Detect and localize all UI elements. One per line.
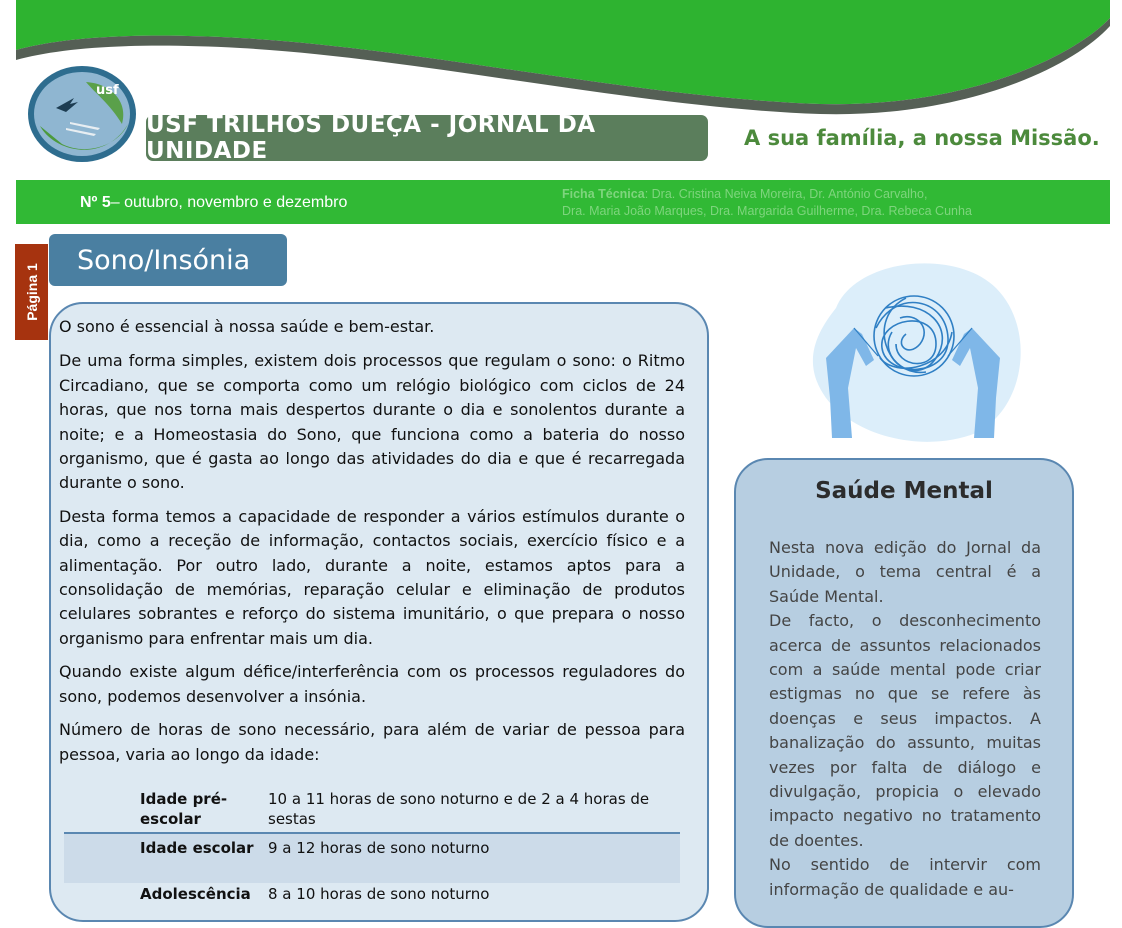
slogan: A sua família, a nossa Missão.: [744, 126, 1100, 150]
article-paragraph: Desta forma temos a capacidade de responder a vários estímulos durante o dia, como a receção de informação, contactos sociais, exercício físico e a alimentação. Por outro lado, durante a noite, estamos aptos para a consolidação de memórias, reparação celular e eliminação de produtos celulares sobrantes e reforço do sistema imunitário, o que prepara o nosso organismo para enfrentar mais um dia.: [59, 506, 685, 648]
header-wave: [0, 0, 1122, 120]
age-cell: Adolescência: [140, 885, 251, 903]
age-cell: Idade pré-escolar: [140, 790, 228, 828]
newsletter-title: USF TRILHOS DUEÇA - JORNAL DA UNIDADE: [146, 115, 708, 161]
usf-logo: [26, 64, 138, 164]
issue-period: – outubro, novembro e dezembro: [110, 194, 348, 211]
sidebar-paragraph: No sentido de intervir com informação de qualidade e au-: [769, 855, 1041, 899]
page-number-tab: [15, 244, 48, 340]
ficha-line-1: : Dra. Cristina Neiva Moreira, Dr. António Carvalho,: [644, 187, 928, 201]
article-paragraph: Número de horas de sono necessário, para além de variar de pessoa para pessoa, varia ao longo da idade:: [59, 720, 685, 764]
issue-number: Nº 5: [80, 194, 111, 211]
hours-cell: 8 a 10 horas de sono noturno: [268, 885, 490, 903]
hours-cell: 10 a 11 horas de sono noturno e de 2 a 4 horas de sestas: [268, 790, 650, 828]
hours-cell: 9 a 12 horas de sono noturno: [268, 839, 490, 857]
table-row: [64, 834, 680, 883]
sleep-hours-table: [64, 788, 680, 913]
svg-text:usf: usf: [96, 83, 119, 98]
age-cell: Idade escolar: [140, 839, 254, 857]
sidebar-title: Saúde Mental: [815, 478, 993, 504]
table-row: [64, 788, 680, 834]
article-text: [59, 315, 685, 776]
article-paragraph: Quando existe algum défice/interferência com os processos reguladores do sono, podemos desenvolver a insónia.: [59, 662, 685, 706]
article-paragraph: De uma forma simples, existem dois processos que regulam o sono: o Ritmo Circadiano, que se comporta como um relógio biológico com ciclos de 24 horas, que nos torna mais despertos durante o dia e sonolentos durante a noite; e a Homeostasia do Sono, que funciona como a bateria do nosso organismo, que é gasta ao longo das atividades do dia e que é recarregada durante o sono.: [59, 351, 685, 493]
sidebar-paragraph: Nesta nova edição do Jornal da Unidade, o tema central é a Saúde Mental.: [769, 538, 1041, 606]
section-title: Sono/Insónia: [49, 234, 287, 286]
ficha-label: Ficha Técnica: [562, 187, 645, 201]
table-row: [64, 883, 680, 913]
ficha-line-2: Dra. Maria João Marques, Dra. Margarida Guilherme, Dra. Rebeca Cunha: [562, 204, 972, 218]
sidebar-text: [769, 536, 1041, 902]
article-paragraph: O sono é essencial à nossa saúde e bem-estar.: [59, 317, 435, 336]
ficha-tecnica: [562, 186, 1102, 220]
page-number-label: Página 1: [23, 263, 40, 321]
issue-info: [80, 194, 347, 212]
tangled-thread-hands-icon: [796, 248, 1030, 448]
sidebar-paragraph: De facto, o desconhecimento acerca de assuntos relacionados com a saúde mental pode criar estigmas no que se refere às doenças e seus impactos. A banalização do assunto, muitas vezes por falta de diálogo e divulgação, propicia o elevado impacto negativo no tratamento de doentes.: [769, 611, 1041, 850]
